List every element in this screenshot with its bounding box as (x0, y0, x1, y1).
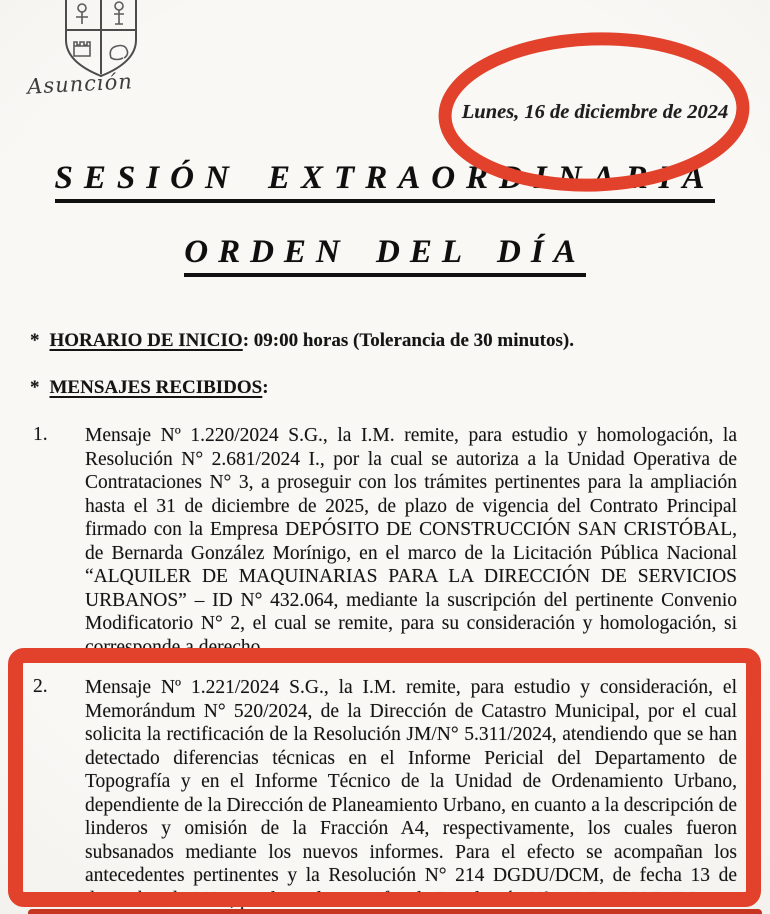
subtitle: ORDEN DEL DÍA (184, 234, 585, 277)
item-text: Mensaje Nº 1.220/2024 S.G., la I.M. remite, para estudio y homologación, la Resolución N° 2.681/2024 I., por la cual se autoriza a la Unidad Operativa de Contrataciones N° 3, a proseguir con los trámites pertinentes para la ampliación hasta el 31 de diciembre de 2025, de plazo de vigencia del Contrato Principal firmado con la Empresa DEPÓSITO DE CONSTRUCCIÓN SAN CRISTÓBAL, de Bernarda González Morínigo, en el marco de la Licitación Pública Nacional “ALQUILER DE MAQUINARIAS PARA LA DIRECCIÓN DE SERVICIOS URBANOS” – ID N° 432.064, mediante la suscripción del pertinente Convenio Modificatorio N° 2, el cual se remite, para su consideración y homologación, si corresponde a derecho. (85, 425, 737, 658)
item-number: 1. (33, 424, 48, 445)
item-number: 2. (33, 676, 48, 697)
messages-colon: : (262, 377, 269, 398)
start-time-value: : 09:00 horas (Tolerancia de 30 minutos). (242, 330, 574, 351)
date-circle-annotation (437, 31, 752, 193)
bullet-asterisk: * (30, 330, 40, 351)
item-text: Mensaje Nº 1.221/2024 S.G., la I.M. remite, para estudio y consideración, el Memorándum N° 520/2024, de la Dirección de Catastro Municipal, por el cual solicita la rectificación de la Resolución JM/N° 5.311/2024, atendiendo que se han detectado diferencias técnicas en el Informe Pericial del Departamento de Topografía y en el Informe Técnico de la Unidad de Ordenamiento Urbano, dependiente de la Dirección de Planeamiento Urbano, en cuanto a la descripción de linderos y omisión de la Fracción A4, respectivamente, los cuales fueron subsanados mediante los nuevos informes. Para el efecto se acompañan los antecedentes pertinentes y la Resolución N° 214 DGDU/DCM, de fecha 13 de diciembre de 2024, por la cual se rectifica la Resolución N° 162 DGDU/DCM. (85, 677, 737, 910)
start-time-label: HORARIO DE INICIO (49, 330, 243, 351)
agenda-item-1 (33, 424, 737, 659)
main-title: SESIÓN EXTRAORDINARIA (55, 160, 716, 203)
start-time-line (30, 330, 740, 352)
bullet-asterisk: * (30, 377, 40, 398)
next-highlight-box-top-edge (28, 909, 762, 914)
agenda-item-2 (33, 676, 737, 911)
messages-heading (30, 377, 740, 399)
subtitle-row (0, 234, 770, 271)
messages-label: MENSAJES RECIBIDOS (49, 377, 263, 398)
session-date: Lunes, 16 de diciembre de 2024 (461, 101, 729, 123)
city-name-script: Asunción (26, 69, 134, 99)
